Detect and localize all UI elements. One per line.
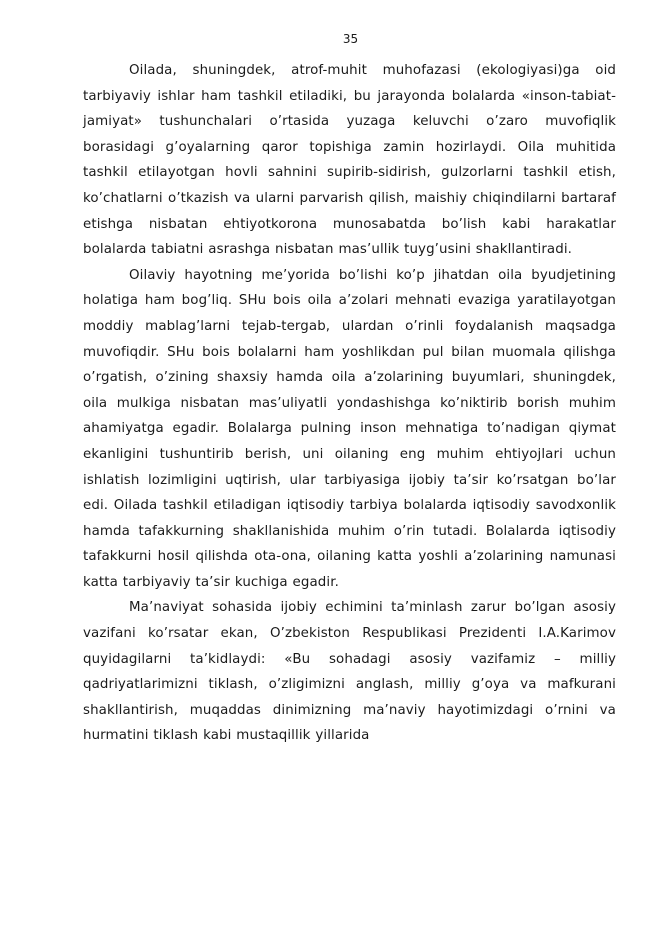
paragraph-ecology: Oilada, shuningdek, atrof-muhit muhofazasi (ekologiyasi)ga oid tarbiyaviy ishlar ham tashkil etiladiki, bu jarayonda bolalarda «inson-tabiat-jamiyat» tushunchalari o’rtasida yuzaga keluvchi o’zaro muvofiqlik borasidagi g’oyalarning qaror topishiga zamin hozirlaydi. Oila muhitida tashkil etilayotgan hovli sahnini supirib-sidirish, gulzorlarni tashkil etish, ko’chatlarni o’tkazish va ularni parvarish qilish, maishiy chiqindilarni bartaraf etishga nisbatan ehtiyotkorona munosabatda bo’lish kabi harakatlar bolalarda tabiatni asrashga nisbatan mas’ullik tuyg’usini shakllantiradi. [83, 63, 616, 258]
page-number: 35 [342, 32, 359, 46]
paragraph-spirituality: Ma’naviyat sohasida ijobiy echimini ta’minlash zarur bo’lgan asosiy vazifani ko’rsatar ekan, O’zbekiston Respublikasi Prezidenti I.A.Karimov quyidagilarni ta’kidlaydi: «Bu sohadagi asosiy vazifamiz – milliy qadriyatlarimizni tiklash, o’zligimizni anglash, milliy g’oya va mafkurani shakllantirish, muqaddas dinimizning ma’naviy hayotimizdagi o’rnini va hurmatini tiklash kabi mustaqillik yillarida [83, 600, 616, 744]
paragraph-family-budget: Oilaviy hayotning me’yorida bo’lishi ko’p jihatdan oila byudjetining holatiga ham bog’liq. SHu bois oila a’zolari mehnati evaziga yaratilayotgan moddiy mablag’larni tejab-tergab, ulardan o’rinli foydalanish maqsadga muvofiqdir. SHu bois bolalarni ham yoshlikdan pul bilan muomala qilishga o’rgatish, o’zining shaxsiy hamda oila a’zolarining buyumlari, shuningdek, oila mulkiga nisbatan mas’uliyatli yondashishga ko’niktirib borish muhim ahamiyatga egadir. Bolalarga pulning inson mehnatiga to’nadigan qiymat ekanligini tushuntirib berish, uni oilaning eng muhim ehtiyojlari uchun ishlatish lozimligini uqtirish, ular tarbiyasiga ijobiy ta’sir ko’rsatgan bo’lar edi. Oilada tashkil etiladigan iqtisodiy tarbiya bolalarda iqtisodiy savodxonlik hamda tafakkurning shakllanishida muhim o’rin tutadi. Bolalarda iqtisodiy tafakkurni hosil qilishda ota-ona, oilaning katta yoshli a’zolarining namunasi katta tarbiyaviy ta’sir kuchiga egadir. [83, 267, 616, 590]
page-body [83, 58, 616, 749]
